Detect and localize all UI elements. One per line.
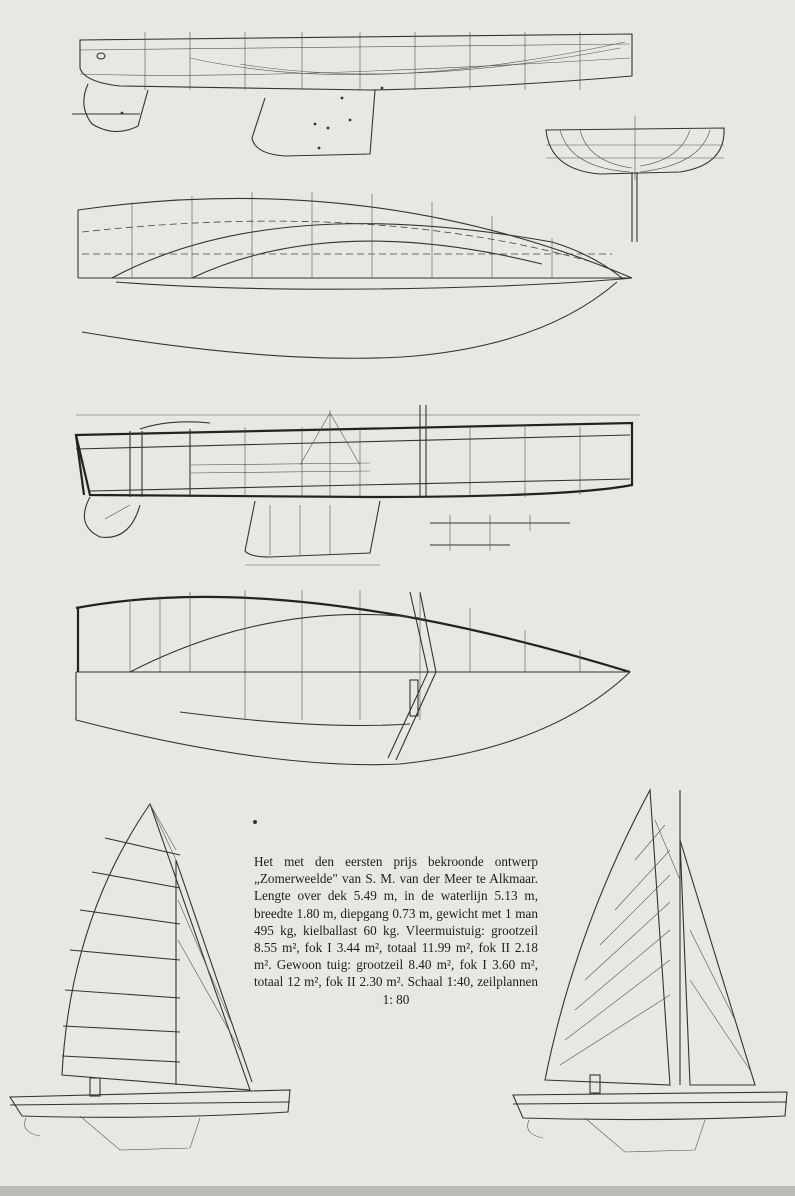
- page-edge: [0, 1186, 795, 1196]
- caption: [254, 853, 538, 1008]
- sail-plan-standard-rig: [505, 780, 795, 1160]
- bullet-mark: [253, 820, 257, 824]
- construction-longitudinal-section: [70, 405, 650, 580]
- caption-text: Het met den eersten prijs bekroonde ontwerp „Zomerweelde" van S. M. van der Meer te Alkmaar. Lengte over dek 5.49 m, in de waterlijn 5.13 m, breedte 1.80 m, diepgang 0.73 m, gewicht met 1 man 495 kg, kielballast 60 kg. Vleermuistuig: grootzeil 8.55 m², fok I 3.44 m², totaal 11.99 m², fok II 2.18 m². Gewoon tuig: grootzeil 8.40 m², fok I 3.60 m², totaal 12 m², fok II 2.30 m². Schaal 1:40, zeilplannen 1: 80: [254, 854, 538, 1007]
- half-breadth-plan: [72, 182, 642, 372]
- sail-plan-batwing-rig: [0, 800, 295, 1160]
- construction-deck-plan: [70, 580, 640, 770]
